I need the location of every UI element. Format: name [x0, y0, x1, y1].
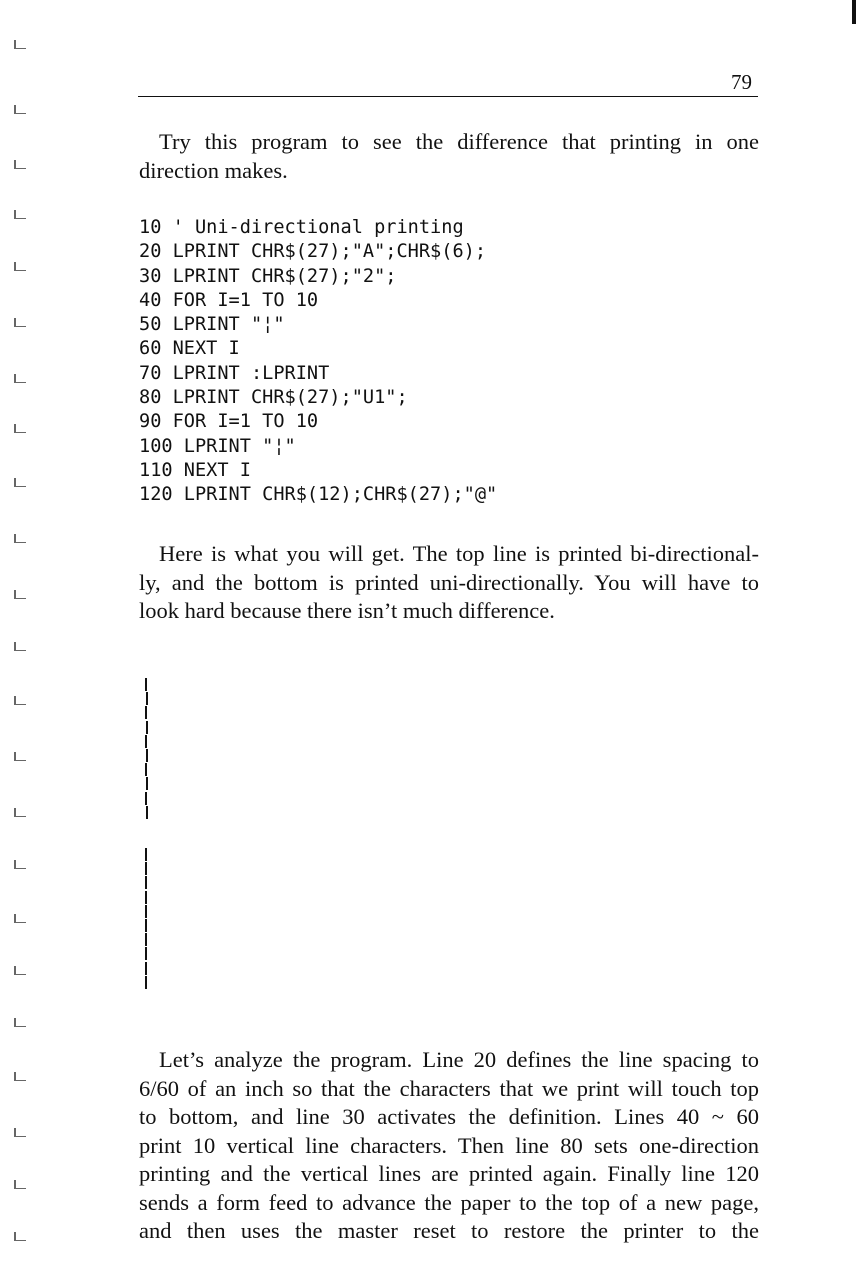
- scan-edge-mark: [852, 0, 856, 24]
- margin-mark: [14, 424, 26, 433]
- bidirectional-printout-sample: [145, 678, 148, 820]
- printed-vertical-line: [146, 749, 148, 762]
- header-rule: [138, 96, 758, 97]
- printed-vertical-line: [146, 777, 148, 790]
- code-line: 10 ' Uni-directional printing: [139, 217, 464, 238]
- margin-mark: [14, 210, 26, 219]
- page-number: 79: [731, 70, 752, 94]
- margin-mark: [14, 478, 26, 487]
- printed-vertical-line: [145, 891, 147, 904]
- printed-vertical-line: [146, 806, 148, 819]
- margin-mark: [14, 696, 26, 705]
- paragraph-line: 6/60 of an inch so that the characters that we print will touch top: [139, 1075, 759, 1101]
- paragraph-line: and then uses the master reset to restore the printer to the: [139, 1218, 759, 1243]
- paragraph-line: direction makes.: [139, 157, 288, 183]
- printed-vertical-line: [145, 905, 147, 918]
- code-line: 110 NEXT I: [139, 459, 251, 481]
- margin-mark: [14, 914, 26, 923]
- margin-mark: [14, 318, 26, 327]
- margin-mark: [14, 262, 26, 271]
- printed-vertical-line: [145, 962, 147, 975]
- paragraph-line: print 10 vertical line characters. Then line 80 sets one-direction: [139, 1132, 759, 1158]
- paragraph-line: Try this program to see the difference that printing in one: [159, 129, 759, 154]
- printed-vertical-line: [145, 735, 147, 748]
- paragraph-line: printing and the vertical lines are printed again. Finally line 120: [139, 1161, 759, 1186]
- code-line: 70 LPRINT :LPRINT: [139, 362, 330, 384]
- intro-paragraph: [139, 128, 759, 185]
- margin-mark: [14, 534, 26, 543]
- margin-mark: [14, 808, 26, 817]
- printed-vertical-line: [145, 678, 147, 691]
- margin-mark: [14, 752, 26, 761]
- margin-mark: [14, 642, 26, 651]
- margin-mark: [14, 860, 26, 869]
- printed-vertical-line: [145, 706, 147, 719]
- code-line: 120 LPRINT CHR$(12);CHR$(27);"@": [139, 484, 498, 506]
- code-line: 30 LPRINT CHR$(27);"2";: [139, 265, 397, 287]
- margin-mark: [14, 1128, 26, 1137]
- paragraph-line: look hard because there isn’t much difference.: [139, 598, 555, 623]
- code-line: 50 LPRINT "¦": [139, 314, 285, 336]
- printed-vertical-line: [146, 721, 148, 734]
- code-line: 40 FOR I=1 TO 10: [139, 289, 319, 311]
- basic-program-listing: [139, 216, 497, 508]
- printed-vertical-line: [145, 976, 147, 989]
- unidirectional-printout-sample: [145, 848, 148, 990]
- printed-vertical-line: [146, 692, 148, 705]
- margin-mark: [14, 966, 26, 975]
- margin-mark: [14, 1180, 26, 1189]
- code-line: 80 LPRINT CHR$(27);"U1";: [139, 387, 408, 409]
- margin-mark: [14, 160, 26, 169]
- paragraph-line: Here is what you will get. The top line is printed bi-directional-: [159, 541, 759, 566]
- code-line: 100 LPRINT "¦": [139, 435, 296, 457]
- paragraph-line: to bottom, and line 30 activates the definition. Lines 40 ~ 60: [139, 1104, 759, 1129]
- paragraph-line: Let’s analyze the program. Line 20 defines the line spacing to: [159, 1047, 759, 1072]
- margin-mark: [14, 590, 26, 599]
- margin-mark: [14, 374, 26, 383]
- printed-vertical-line: [145, 919, 147, 932]
- scan-margin-marks: [0, 0, 40, 1274]
- paragraph-line: ly, and the bottom is printed uni-directionally. You will have to: [139, 569, 759, 595]
- margin-mark: [14, 1232, 26, 1241]
- printed-vertical-line: [145, 876, 147, 889]
- code-line: 20 LPRINT CHR$(27);"A";CHR$(6);: [139, 241, 487, 263]
- margin-mark: [14, 40, 26, 49]
- margin-mark: [14, 105, 26, 114]
- paragraph-line: sends a form feed to advance the paper to the top of a new page,: [139, 1189, 759, 1215]
- printed-vertical-line: [145, 763, 147, 776]
- margin-mark: [14, 1018, 26, 1027]
- printed-vertical-line: [145, 862, 147, 875]
- code-line: 90 FOR I=1 TO 10: [139, 411, 319, 433]
- printed-vertical-line: [145, 848, 147, 861]
- printed-vertical-line: [145, 933, 147, 946]
- analysis-paragraph: [139, 1046, 759, 1246]
- printed-vertical-line: [145, 947, 147, 960]
- result-intro-paragraph: [139, 540, 759, 626]
- printed-vertical-line: [145, 792, 147, 805]
- code-line: 60 NEXT I: [139, 338, 240, 360]
- margin-mark: [14, 1072, 26, 1081]
